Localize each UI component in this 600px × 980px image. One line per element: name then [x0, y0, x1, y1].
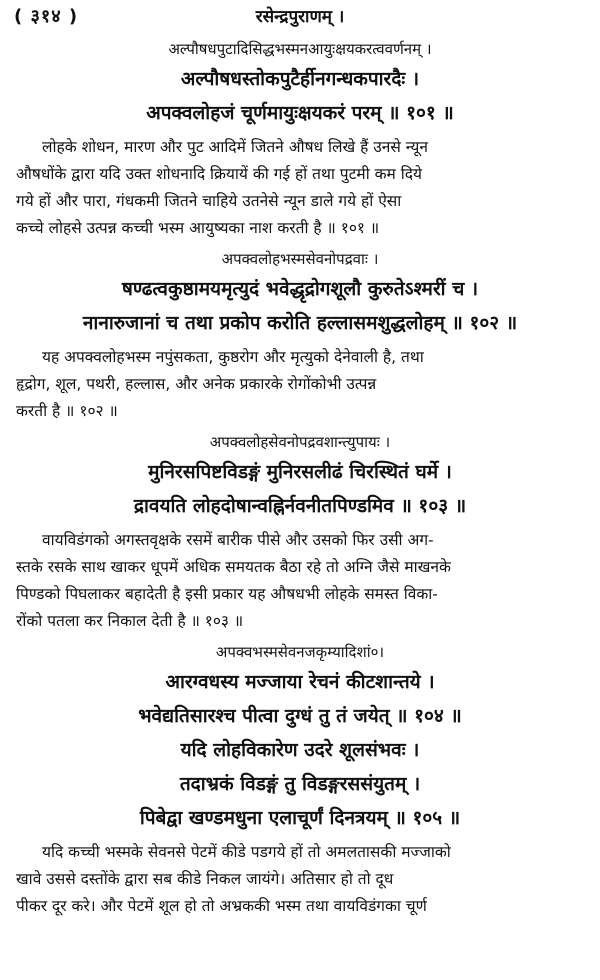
running-title: रसेन्द्रपुराणम् । [255, 7, 345, 27]
commentary-line: करती है ॥ १०२ ॥ [16, 402, 118, 420]
verse-line: मुनिरसपिष्टविडङ्गं मुनिरसलीढं चिरस्थितं घर्मे । [148, 461, 452, 483]
commentary-line: खावे उससे दस्तोंके द्वारा सब कीडे निकल जायंगे। अतिसार हो तो दूध [16, 870, 394, 888]
section-heading: अल्पौषधपुटादिसिद्धभस्मनआयुःक्षयकरत्ववर्णनम् । [168, 40, 432, 58]
verse-line: अल्पौषधस्तोकपुटैर्हीनगन्धकपारदैः । [180, 68, 420, 90]
verse-line: आरग्वधस्य मज्जाया रेचनं कीटशान्तये । [165, 671, 435, 693]
commentary-line: पीकर दूर करे। और पेटमें शूल हो तो अभ्रककी भस्म तथा वायविडंगका चूर्ण [16, 897, 427, 915]
commentary-paragraph [16, 134, 590, 242]
commentary-line: गये हों और पारा, गंधकमी जितने चाहिये उतनेसे न्यून डाले गये हों ऐसा [16, 192, 402, 210]
commentary-line: हृद्रोग, शूल, पथरी, हल्लास, और अनेक प्रकारके रोगोंकोभी उत्पन्न [16, 375, 377, 393]
verse-line: यदि लोहविकारेण उदरे शूलसंभवः । [180, 739, 420, 761]
verse-line: भवेद्यतिसारश्च पीत्वा दुग्धं तु तं जयेत् ॥ १०४ ॥ [138, 705, 462, 727]
commentary-line: पिण्डको पिघलाकर बहादेती है इसी प्रकार यह औषधभी लोहके समस्त विका- [16, 585, 438, 603]
section-block [10, 38, 590, 242]
commentary-paragraph [16, 527, 590, 635]
commentary-line: यह अपक्वलोहभस्म नपुंसकता, कुष्ठरोग और मृत्युको देनेवाली है, तथा [42, 348, 424, 366]
verse-line: अपक्वलोहजं चूर्णमायुःक्षयकरं परम् ॥ १०१ ॥ [146, 102, 454, 124]
verse-line: षण्ढत्वकुष्ठामयमृत्युदं भवेद्धृद्रोगशूलौ कुरुतेऽश्मरीं च । [121, 278, 479, 300]
verse-line: तदाभ्रकं विडङ्गं तु विडङ्गरससंयुतम् । [179, 773, 421, 795]
commentary-line: वायविडंगको अगस्तवृक्षके रसमें बारीक पीसे और उसको फिर उसी अग- [42, 531, 434, 549]
verse-line: पिबेद्वा खण्डमधुना एलाचूर्णं दिनत्रयम् ॥ १०५ ॥ [139, 807, 461, 829]
commentary-line: औषधोंके द्वारा यदि उक्त शोधनादि क्रियायें की गई हों तथा पुटमी कम दिये [16, 165, 422, 183]
verse-line: नानारुजानां च तथा प्रकोप करोति हल्लासमशुद्धलोहम् ॥ १०२ ॥ [82, 312, 518, 334]
section-heading: अपक्वभस्मसेवनजकृम्यादिशां०। [215, 643, 385, 661]
commentary-line: स्तके रसके साथ खाकर धूपमें अधिक समयतक बैठा रहे तो अग्नि जैसे माखनके [16, 558, 451, 576]
verse-line: द्रावयति लोहदोषान्वह्निर्नवनीतपिण्डमिव ॥ १०३ ॥ [133, 495, 467, 517]
section-block [10, 641, 590, 920]
page-number: ( ३१४ ) [14, 6, 79, 27]
section-heading: अपक्वलोहभस्मसेवनोपद्रवाः । [221, 250, 379, 268]
commentary-paragraph [16, 344, 590, 425]
commentary-line: यदि कच्ची भस्मके सेवनसे पेटमें कीडे पडगये हों तो अमलतासकी मज्जाको [42, 843, 451, 861]
commentary-line: कच्चे लोहसे उत्पन्न कच्ची भस्म आयुष्यका नाश करती है ॥ १०१ ॥ [16, 219, 380, 237]
commentary-paragraph [16, 839, 590, 920]
section-block [10, 248, 590, 425]
page-header [10, 0, 590, 32]
commentary-line: लोहके शोधन, मारण और पुट आदिमें जितने औषध लिखे हैं उनसे न्यून [42, 138, 428, 156]
section-heading: अपक्वलोहसेवनोपद्रवशान्त्युपायः । [209, 433, 391, 451]
section-block [10, 431, 590, 635]
commentary-line: रोंको पतला कर निकाल देती है ॥ १०३ ॥ [16, 612, 244, 630]
